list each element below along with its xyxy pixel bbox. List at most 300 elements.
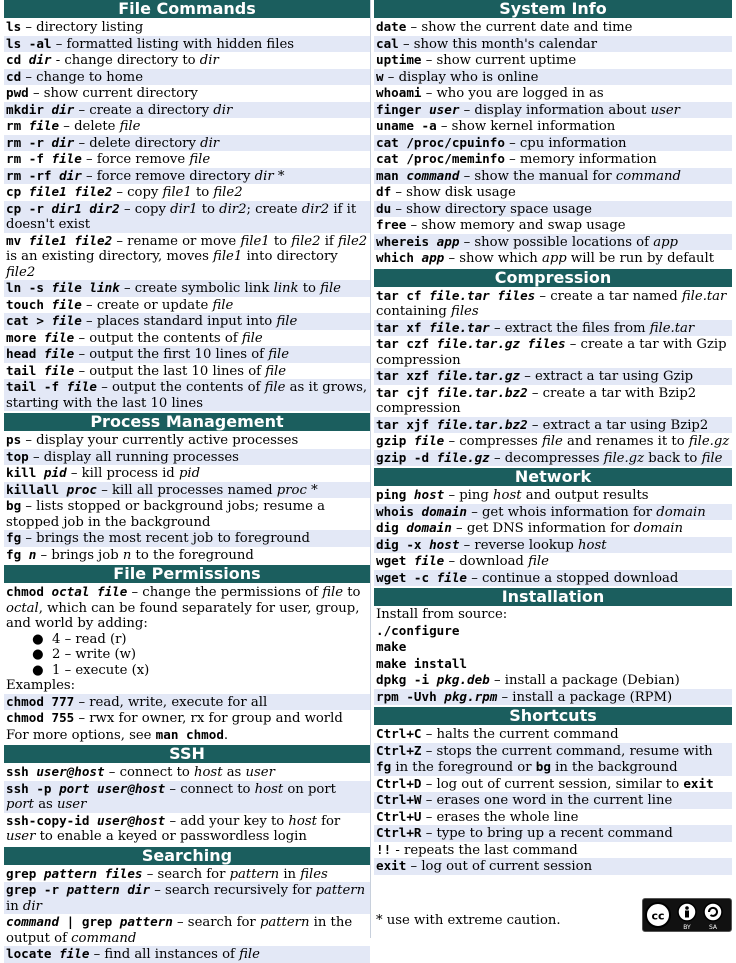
argument-text: n bbox=[28, 546, 37, 562]
description-text: to bbox=[343, 585, 361, 600]
command-text: cal bbox=[376, 35, 399, 51]
placeholder-text: host bbox=[254, 781, 284, 797]
description-text: – reverse lookup bbox=[459, 537, 579, 553]
argument-text: file bbox=[51, 313, 82, 328]
command-text: rm -f bbox=[6, 151, 52, 166]
argument-text: proc bbox=[66, 481, 98, 497]
command-text: killall bbox=[6, 481, 67, 497]
placeholder-text: file1 bbox=[213, 249, 243, 264]
command-row bbox=[374, 672, 732, 689]
command-row bbox=[4, 584, 370, 632]
description-text: – halts the current command bbox=[421, 727, 619, 742]
argument-text: file.tar files bbox=[429, 287, 536, 303]
command-row bbox=[374, 320, 732, 337]
description-text: on port bbox=[283, 781, 336, 797]
section-file-commands bbox=[4, 0, 370, 411]
command-row bbox=[374, 52, 732, 69]
bullet-text: 2 – write (w) bbox=[52, 647, 137, 662]
description-text: – connect to bbox=[165, 781, 255, 797]
svg-text:cc: cc bbox=[651, 909, 665, 923]
section-searching bbox=[4, 847, 370, 963]
description-text: - repeats the last command bbox=[391, 842, 578, 858]
command-row bbox=[4, 363, 370, 380]
description-text: – show current directory bbox=[28, 86, 198, 101]
description-text: – force remove directory bbox=[81, 168, 255, 184]
command-row bbox=[4, 449, 370, 466]
command-row bbox=[4, 233, 370, 281]
command-row bbox=[4, 201, 370, 233]
placeholder-text: host bbox=[194, 765, 223, 780]
command-row bbox=[374, 168, 732, 185]
command-row bbox=[374, 858, 732, 875]
command-text: bg bbox=[535, 759, 551, 774]
description-text: – delete bbox=[59, 119, 120, 134]
command-row bbox=[374, 487, 732, 504]
description-text: as bbox=[222, 765, 246, 780]
command-text: which bbox=[376, 250, 422, 265]
command-text: | grep bbox=[59, 914, 120, 929]
command-text: uptime bbox=[376, 52, 422, 67]
argument-text: file.tar.bz2 bbox=[436, 384, 528, 400]
section-network bbox=[374, 468, 732, 586]
command-row bbox=[374, 623, 732, 640]
command-text: rm -r bbox=[6, 134, 52, 150]
command-text: fg bbox=[376, 759, 392, 774]
description-text: and output results bbox=[521, 488, 649, 503]
section-ssh bbox=[4, 745, 370, 845]
command-text: cp bbox=[6, 184, 29, 199]
argument-text: file bbox=[43, 346, 75, 361]
placeholder-text: command bbox=[71, 930, 137, 946]
description-text: – show directory space usage bbox=[391, 201, 592, 217]
command-row bbox=[4, 694, 370, 711]
command-text: Ctrl+U bbox=[376, 808, 422, 824]
placeholder-text: file2 bbox=[291, 233, 321, 249]
argument-text: user@host bbox=[97, 812, 166, 828]
command-row bbox=[4, 330, 370, 347]
command-text: more bbox=[6, 329, 44, 345]
command-text: man chmod bbox=[155, 726, 224, 742]
command-row bbox=[4, 432, 370, 449]
description-text: – find all instances of bbox=[89, 947, 240, 962]
command-text: ./configure bbox=[376, 622, 460, 638]
command-row bbox=[374, 656, 732, 673]
command-row bbox=[374, 537, 732, 554]
command-text: ls bbox=[6, 19, 22, 34]
description-text: will be run by default bbox=[566, 251, 715, 266]
placeholder-text: pattern bbox=[259, 915, 310, 930]
section-header: Searching bbox=[4, 847, 370, 865]
placeholder-text: file bbox=[264, 380, 286, 395]
column-divider bbox=[370, 0, 371, 938]
argument-text: file.gz bbox=[436, 449, 490, 465]
description-text: if it doesn't exist bbox=[6, 201, 357, 232]
placeholder-text: dir1 bbox=[170, 201, 198, 217]
placeholder-text: file2 bbox=[337, 233, 368, 249]
placeholder-text: user bbox=[6, 829, 36, 844]
placeholder-text: file.gz bbox=[603, 450, 645, 466]
placeholder-text: dir bbox=[22, 898, 42, 914]
placeholder-text: file.tar bbox=[681, 288, 727, 304]
placeholder-text: dir2 bbox=[219, 201, 247, 217]
command-row bbox=[374, 368, 732, 385]
command-row bbox=[4, 151, 370, 168]
command-row bbox=[4, 346, 370, 363]
command-row bbox=[374, 201, 732, 218]
description-text: to the foreground bbox=[131, 547, 254, 563]
placeholder-text: domain bbox=[633, 521, 684, 536]
placeholder-text: user bbox=[245, 765, 275, 780]
description-text: – get DNS information for bbox=[451, 521, 634, 536]
command-text: wget -c bbox=[376, 569, 437, 585]
description-text: – erases the whole line bbox=[421, 809, 579, 825]
placeholder-text: file bbox=[541, 434, 563, 449]
command-row bbox=[374, 217, 732, 234]
description-text: – who you are logged in as bbox=[421, 86, 604, 101]
description-text: into directory bbox=[242, 249, 338, 264]
description-text: – show disk usage bbox=[391, 185, 516, 200]
description-text: and renames it to bbox=[562, 434, 689, 449]
description-text: – install a package (RPM) bbox=[497, 689, 673, 705]
command-text: fg bbox=[6, 546, 29, 562]
placeholder-text: files bbox=[300, 866, 328, 882]
permission-bullet bbox=[4, 647, 370, 663]
argument-text: file bbox=[43, 362, 75, 378]
description-text: – rwx for owner, rx for group and world bbox=[74, 711, 343, 726]
command-row bbox=[4, 118, 370, 135]
command-text: ls -al bbox=[6, 35, 52, 51]
command-text: du bbox=[376, 200, 392, 216]
description-text: – rename or move bbox=[112, 233, 241, 249]
argument-text: file.tar.gz files bbox=[436, 336, 566, 351]
description-text: – cpu information bbox=[504, 135, 627, 151]
caution-note: * use with extreme caution. bbox=[376, 913, 561, 928]
description-text: – install a package (Debian) bbox=[489, 673, 680, 688]
placeholder-text: dir bbox=[199, 53, 219, 68]
description-text: to bbox=[298, 281, 321, 296]
argument-text: pattern dir bbox=[66, 882, 151, 897]
command-row bbox=[4, 465, 370, 482]
command-text: Ctrl+R bbox=[376, 825, 422, 840]
description-text: , which can be found separately for user, group, and world by adding: bbox=[6, 600, 360, 631]
command-text: ssh bbox=[6, 764, 37, 779]
command-text: exit bbox=[376, 858, 407, 873]
description-text: – output the contents of bbox=[74, 330, 242, 346]
command-row bbox=[374, 825, 732, 842]
placeholder-text: file bbox=[276, 314, 298, 329]
argument-text: user@host bbox=[36, 764, 105, 779]
description-text: to bbox=[197, 201, 220, 217]
argument-text: dir1 dir2 bbox=[51, 200, 120, 216]
command-text: Ctrl+C bbox=[376, 726, 422, 741]
argument-text: octal file bbox=[51, 584, 128, 599]
command-text: wget bbox=[376, 553, 414, 568]
command-text: dpkg -i bbox=[376, 672, 437, 687]
description-text: - change directory to bbox=[51, 53, 200, 68]
description-text: – kill all processes named bbox=[97, 482, 277, 498]
argument-text: command bbox=[6, 914, 60, 929]
description-text: – create symbolic link bbox=[119, 281, 274, 296]
section-header: Shortcuts bbox=[374, 707, 732, 725]
description-text: to enable a keyed or passwordless login bbox=[35, 829, 307, 844]
description-text: – memory information bbox=[504, 152, 657, 167]
command-text: cat /proc/meminfo bbox=[376, 151, 505, 166]
command-row bbox=[374, 85, 732, 102]
argument-text: file bbox=[43, 329, 75, 345]
command-text: cd bbox=[6, 68, 22, 84]
section-header: File Permissions bbox=[4, 565, 370, 583]
command-text: touch bbox=[6, 296, 52, 312]
argument-text: file1 file2 bbox=[28, 232, 113, 248]
placeholder-text: file bbox=[528, 554, 549, 569]
placeholder-text: user bbox=[650, 102, 680, 118]
command-text: tar czf bbox=[376, 336, 437, 351]
description-text: * bbox=[273, 168, 285, 184]
command-row bbox=[374, 184, 732, 201]
argument-text: host bbox=[413, 487, 445, 502]
placeholder-text: file bbox=[320, 281, 341, 296]
description-text: – extract a tar using Bzip2 bbox=[527, 417, 709, 433]
description-text: – create a tar with Gzip compression bbox=[376, 337, 727, 368]
description-text: – log out of current session bbox=[406, 859, 593, 874]
command-text: whoami bbox=[376, 85, 422, 100]
description-text: in bbox=[279, 866, 301, 882]
description-text: as bbox=[34, 797, 58, 812]
command-row bbox=[374, 433, 732, 450]
description-text: – show this month's calendar bbox=[398, 36, 598, 52]
command-row bbox=[374, 776, 732, 793]
placeholder-text: file bbox=[322, 585, 344, 600]
command-row bbox=[374, 69, 732, 86]
command-text: tar xjf bbox=[376, 416, 437, 432]
command-text: make bbox=[376, 639, 407, 654]
description-text: – erases one word in the current line bbox=[421, 793, 673, 808]
description-text: in the background bbox=[550, 760, 678, 775]
command-text: rm -rf bbox=[6, 167, 60, 183]
command-row bbox=[374, 792, 732, 809]
placeholder-text: host bbox=[288, 813, 317, 829]
description-text: – continue a stopped download bbox=[467, 570, 679, 586]
command-text: finger bbox=[376, 101, 430, 117]
description-text: back to bbox=[644, 450, 702, 466]
argument-text: file bbox=[28, 118, 60, 133]
argument-text: file.tar.bz2 bbox=[436, 416, 528, 432]
placeholder-text: host bbox=[493, 488, 522, 503]
argument-text: file bbox=[413, 433, 445, 448]
command-text: locate bbox=[6, 946, 60, 961]
description-text: for bbox=[316, 813, 341, 829]
argument-text: file bbox=[413, 553, 445, 568]
command-text: date bbox=[376, 19, 407, 34]
description-text: – change to home bbox=[21, 69, 143, 85]
argument-text: user bbox=[429, 101, 460, 117]
command-text: fg bbox=[6, 530, 22, 545]
command-text: mv bbox=[6, 232, 29, 248]
command-row bbox=[4, 727, 370, 744]
argument-text: file.tar bbox=[429, 319, 490, 335]
section-file-permissions bbox=[4, 565, 370, 743]
command-row bbox=[374, 809, 732, 826]
description-text: containing bbox=[376, 304, 452, 319]
footer bbox=[376, 900, 732, 932]
description-text: – copy bbox=[119, 201, 171, 217]
command-text: top bbox=[6, 448, 29, 464]
description-text: – search recursively for bbox=[150, 883, 316, 898]
argument-text: file bbox=[436, 569, 468, 585]
command-row bbox=[4, 710, 370, 727]
description-text: – stops the current command, resume with bbox=[421, 743, 713, 759]
placeholder-text: dir bbox=[213, 102, 233, 118]
command-row bbox=[4, 530, 370, 547]
placeholder-text: app bbox=[541, 251, 567, 266]
description-text: – show memory and swap usage bbox=[406, 218, 626, 233]
description-text: – search for bbox=[172, 915, 260, 930]
description-text: – extract a tar using Gzip bbox=[520, 369, 694, 384]
argument-text: file.tar.gz bbox=[436, 368, 521, 383]
permission-bullet bbox=[4, 663, 370, 679]
placeholder-text: file bbox=[189, 152, 211, 167]
description-text: to bbox=[269, 233, 292, 249]
placeholder-text: pattern bbox=[315, 883, 366, 898]
argument-text: domain bbox=[406, 520, 452, 535]
placeholder-text: file.gz bbox=[688, 434, 730, 449]
command-text: whereis bbox=[376, 233, 437, 249]
placeholder-text: proc bbox=[276, 482, 307, 498]
placeholder-text: file2 bbox=[6, 264, 36, 280]
command-row bbox=[4, 482, 370, 499]
argument-text: pattern bbox=[119, 914, 173, 929]
command-text: ssh -p bbox=[6, 780, 60, 796]
description-text: – display all running processes bbox=[28, 449, 239, 465]
bullet-icon: ● bbox=[32, 647, 44, 662]
command-row bbox=[4, 946, 370, 963]
command-text: man bbox=[376, 167, 407, 183]
section-header: Compression bbox=[374, 269, 732, 287]
argument-text: app bbox=[436, 233, 460, 249]
section-header: Network bbox=[374, 468, 732, 486]
command-row bbox=[4, 678, 370, 694]
command-row bbox=[374, 553, 732, 570]
placeholder-text: pattern bbox=[229, 866, 280, 882]
description-text: – copy bbox=[112, 185, 163, 200]
command-text: cat /proc/cpuinfo bbox=[376, 134, 505, 150]
command-row bbox=[374, 607, 732, 623]
argument-text: dir bbox=[59, 167, 82, 183]
command-row bbox=[374, 250, 732, 267]
command-text: rpm -Uvh bbox=[376, 688, 445, 704]
command-text: chmod bbox=[6, 584, 52, 599]
placeholder-text: host bbox=[578, 537, 607, 553]
description-text: – compresses bbox=[444, 434, 542, 449]
argument-text: command bbox=[406, 167, 460, 183]
command-text: dig bbox=[376, 520, 407, 535]
description-text: – type to bring up a recent command bbox=[421, 826, 673, 841]
command-row bbox=[4, 313, 370, 330]
command-row bbox=[374, 288, 732, 320]
command-row bbox=[4, 547, 370, 564]
command-row bbox=[374, 450, 732, 467]
description-text: – show current uptime bbox=[421, 53, 577, 68]
command-row bbox=[4, 36, 370, 53]
description-text: – display who is online bbox=[383, 69, 539, 85]
command-row bbox=[374, 520, 732, 537]
placeholder-text: file bbox=[268, 347, 290, 362]
description-text: – change the permissions of bbox=[127, 585, 323, 600]
command-text: w bbox=[376, 68, 384, 84]
placeholder-text: dir bbox=[200, 135, 220, 151]
command-text: chmod 755 bbox=[6, 710, 75, 725]
description-text: * bbox=[306, 482, 318, 498]
description-text: – ping bbox=[444, 488, 494, 503]
command-row bbox=[374, 504, 732, 521]
command-row bbox=[374, 417, 732, 434]
description-text: Install from source: bbox=[376, 607, 508, 622]
placeholder-text: dir2 bbox=[301, 201, 330, 217]
command-row bbox=[4, 19, 370, 36]
command-text: tail bbox=[6, 362, 44, 378]
command-text: make install bbox=[376, 655, 467, 671]
command-text: ln -s bbox=[6, 280, 52, 295]
cc-by-sa-icon bbox=[643, 899, 731, 931]
section-shortcuts bbox=[374, 707, 732, 875]
argument-text: app bbox=[421, 250, 445, 265]
placeholder-text: link bbox=[273, 281, 299, 296]
command-text: !! bbox=[376, 841, 392, 857]
command-text: tar xf bbox=[376, 319, 430, 335]
command-text: whois bbox=[376, 503, 422, 519]
argument-text: file bbox=[51, 151, 82, 166]
description-text: ; create bbox=[246, 201, 302, 217]
command-text: tar cjf bbox=[376, 384, 437, 400]
argument-text: file bbox=[66, 379, 98, 394]
command-row bbox=[374, 36, 732, 53]
svg-text:BY: BY bbox=[683, 924, 691, 931]
command-row bbox=[374, 689, 732, 706]
description-text: – extract the files from bbox=[489, 320, 650, 336]
command-text: Ctrl+Z bbox=[376, 742, 422, 758]
command-row bbox=[374, 385, 732, 417]
description-text: – places standard input into bbox=[81, 314, 277, 329]
command-row bbox=[4, 498, 370, 530]
placeholder-text: file.tar bbox=[649, 320, 695, 336]
command-row bbox=[374, 234, 732, 251]
description-text: – directory listing bbox=[21, 20, 144, 35]
command-row bbox=[374, 135, 732, 152]
command-row bbox=[4, 882, 370, 914]
command-text: Ctrl+D bbox=[376, 775, 422, 791]
placeholder-text: file2 bbox=[213, 185, 243, 200]
argument-text: domain bbox=[421, 503, 467, 519]
description-text: in bbox=[6, 898, 23, 914]
description-text: – create a tar with Bzip2 compression bbox=[376, 385, 697, 416]
command-row bbox=[4, 85, 370, 102]
description-text: – output the first 10 lines of bbox=[74, 347, 269, 362]
command-text: free bbox=[376, 217, 407, 232]
bullet-icon: ● bbox=[32, 662, 44, 678]
description-text: – output the last 10 lines of bbox=[74, 363, 266, 379]
command-text: cat > bbox=[6, 313, 52, 328]
command-text: ssh-copy-id bbox=[6, 812, 97, 828]
command-row bbox=[374, 639, 732, 656]
description-text: – decompresses bbox=[489, 450, 604, 466]
command-row bbox=[4, 297, 370, 314]
placeholder-text: file bbox=[265, 363, 287, 379]
command-row bbox=[374, 19, 732, 36]
description-text: – add your key to bbox=[165, 813, 289, 829]
cc-license-badge bbox=[642, 898, 732, 932]
command-row bbox=[4, 52, 370, 69]
placeholder-text: user bbox=[57, 797, 87, 812]
